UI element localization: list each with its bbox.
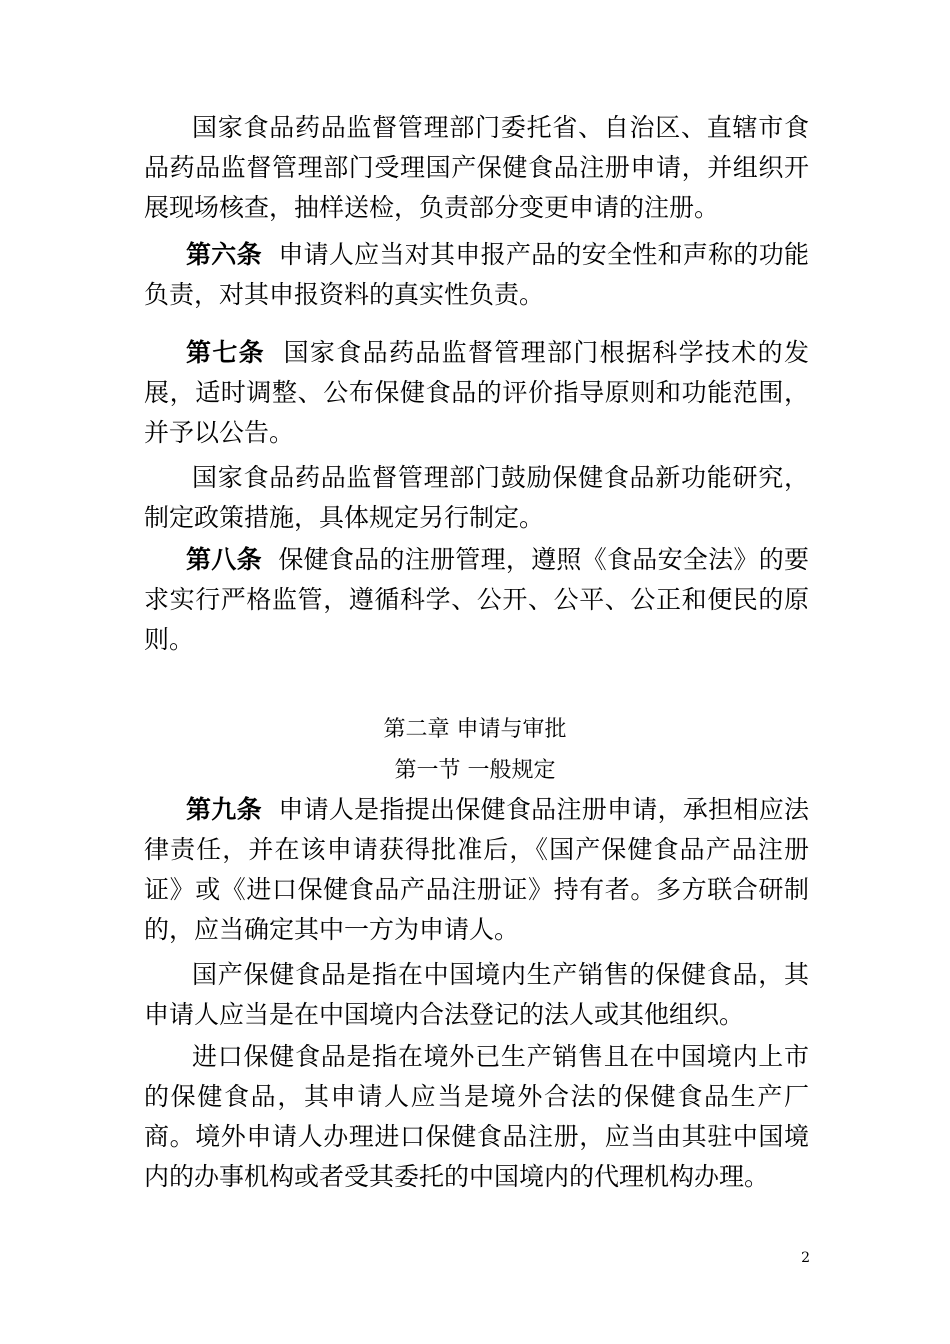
paragraph-7 [144,955,809,1035]
paragraph-4 [144,458,809,538]
paragraph-text: 进口保健食品是指在境外已生产销售且在中国境内上市的保健食品，其申请人应当是境外合法的保健食品生产厂商。境外申请人办理进口保健食品注册，应当由其驻中国境内的办事机构或者受其委托的中国境内的代理机构办理。 [144,1042,809,1191]
article-9 [144,790,809,950]
paragraph-text: 国家食品药品监督管理部门鼓励保健食品新功能研究，制定政策措施，具体规定另行制定。 [144,463,809,532]
section-heading: 第一节 一般规定 [394,758,556,783]
paragraph-8 [144,1037,809,1197]
page-number: 2 [801,1250,810,1266]
paragraph-text: 保健食品的注册管理，遵照《食品安全法》的要求实行严格监管，遵循科学、公开、公平、公正和便民的原则。 [144,545,809,654]
article-label: 第九条 [186,795,262,824]
paragraph-text: 申请人是指提出保健食品注册申请，承担相应法律责任，并在该申请获得批准后，《国产保健食品产品注册证》或《进口保健食品产品注册证》持有者。多方联合研制的，应当确定其中一方为申请人。 [144,795,809,944]
article-label: 第八条 [186,545,262,574]
chapter-heading: 第二章 申请与审批 [383,717,567,742]
article-label: 第六条 [186,240,262,269]
paragraph-text: 国家食品药品监督管理部门根据科学技术的发展，适时调整、公布保健食品的评价指导原则和功能范围，并予以公告。 [144,338,809,447]
article-7 [144,333,809,453]
article-8 [144,540,809,660]
paragraph-1 [144,108,809,228]
paragraph-text: 国家食品药品监督管理部门委托省、自治区、直辖市食品药品监督管理部门受理国产保健食品注册申请，并组织开展现场核查，抽样送检，负责部分变更申请的注册。 [144,113,809,222]
article-6 [144,235,809,315]
article-label: 第七条 [186,338,266,367]
paragraph-text: 申请人应当对其申报产品的安全性和声称的功能负责，对其申报资料的真实性负责。 [144,240,809,309]
paragraph-text: 国产保健食品是指在中国境内生产销售的保健食品，其申请人应当是在中国境内合法登记的法人或其他组织。 [144,960,809,1029]
